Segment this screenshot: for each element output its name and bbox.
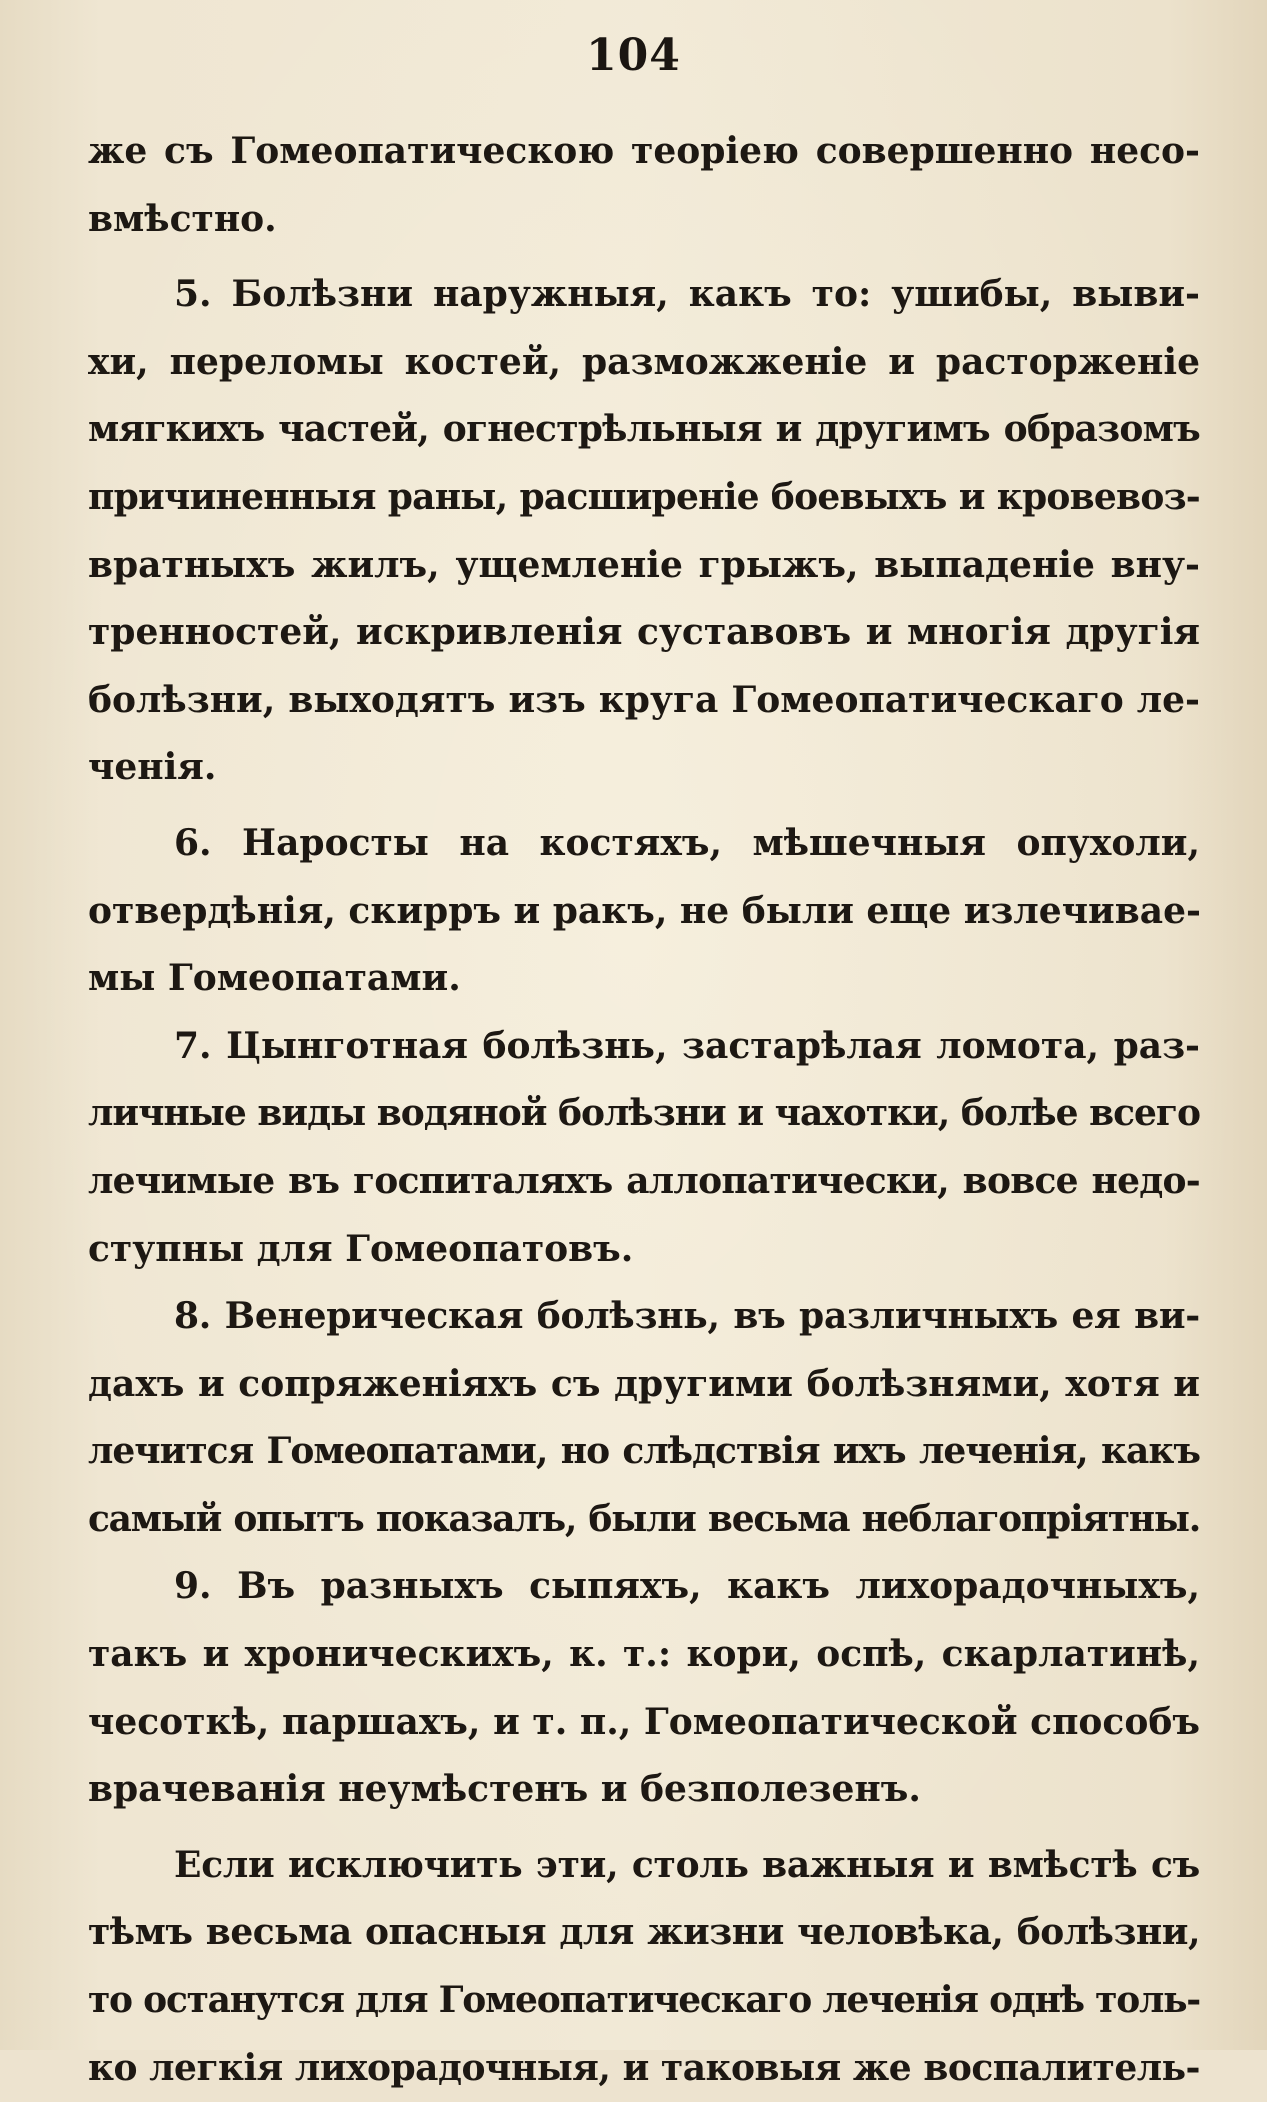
text-line: чесоткѣ, паршахъ, и т. п., Гомеопатической способъ [88,1700,1200,1743]
text-line: такъ и хроническихъ, к. т.: кори, оспѣ, скарлатинѣ, [88,1633,1200,1676]
text-line: дахъ и сопряженіяхъ съ другими болѣзнями, хотя и [88,1362,1200,1405]
text-line: хи, переломы костей, разможженіе и расторженіе [88,340,1200,383]
body-text [88,118,1200,2102]
text-line: ступны для Гомеопатовъ. [88,1227,634,1270]
text-line: отвердѣнія, скирръ и ракъ, не были еще излечивае- [88,889,1201,932]
text-line: мягкихъ частей, огнестрѣльныя и другимъ образомъ [88,408,1200,451]
text-line: лечимые въ госпиталяхъ аллопатически, вовсе недо- [88,1159,1200,1202]
text-line: мы Гомеопатами. [88,957,461,1000]
text-line: болѣзни, выходятъ изъ круга Гомеопатическаго ле- [88,678,1200,721]
text-line: врачеванія неумѣстенъ и безполезенъ. [88,1768,921,1811]
text-line: ко легкія лихорадочныя, и таковыя же воспалитель- [88,2046,1200,2089]
text-line: тренностей, искривленія суставовъ и многія другія [88,611,1200,654]
paragraph-7-start: 7. Цынготная болѣзнь, застарѣлая ломота, раз- [174,1024,1200,1067]
text-line: то останутся для Гомеопатическаго леченія однѣ толь- [88,1979,1200,2022]
paragraph-5-start: 5. Болѣзни наружныя, какъ то: ушибы, выви- [174,273,1200,316]
text-line: причиненныя раны, расширеніе боевыхъ и кровевоз- [88,475,1200,518]
text-line: личные виды водяной болѣзни и чахотки, болѣе всего [88,1092,1200,1135]
text-line: ченія. [88,746,217,789]
text-line: же съ Гомеопатическою теоріею совершенно несо- [88,130,1200,172]
text-line: самый опытъ показалъ, были весьма неблагопріятны. [88,1497,1200,1540]
paragraph-9-start: 9. Въ разныхъ сыпяхъ, какъ лихорадочныхъ, [174,1565,1200,1608]
text-line: тѣмъ весьма опасныя для жизни человѣка, болѣзни, [88,1911,1200,1954]
text-line: вратныхъ жилъ, ущемленіе грыжъ, выпаденіе вну- [88,543,1200,586]
paragraph-6-start: 6. Наросты на костяхъ, мѣшечныя опухоли, [174,821,1200,864]
paragraph-8-start: 8. Венерическая болѣзнь, въ различныхъ ея ви- [174,1295,1200,1338]
paragraph-final-start: Если исключить эти, столь важныя и вмѣстѣ съ [174,1843,1200,1886]
page-number: 104 [586,30,681,81]
text-line: вмѣстно. [88,197,277,240]
text-line: лечится Гомеопатами, но слѣдствія ихъ леченія, какъ [88,1430,1200,1473]
